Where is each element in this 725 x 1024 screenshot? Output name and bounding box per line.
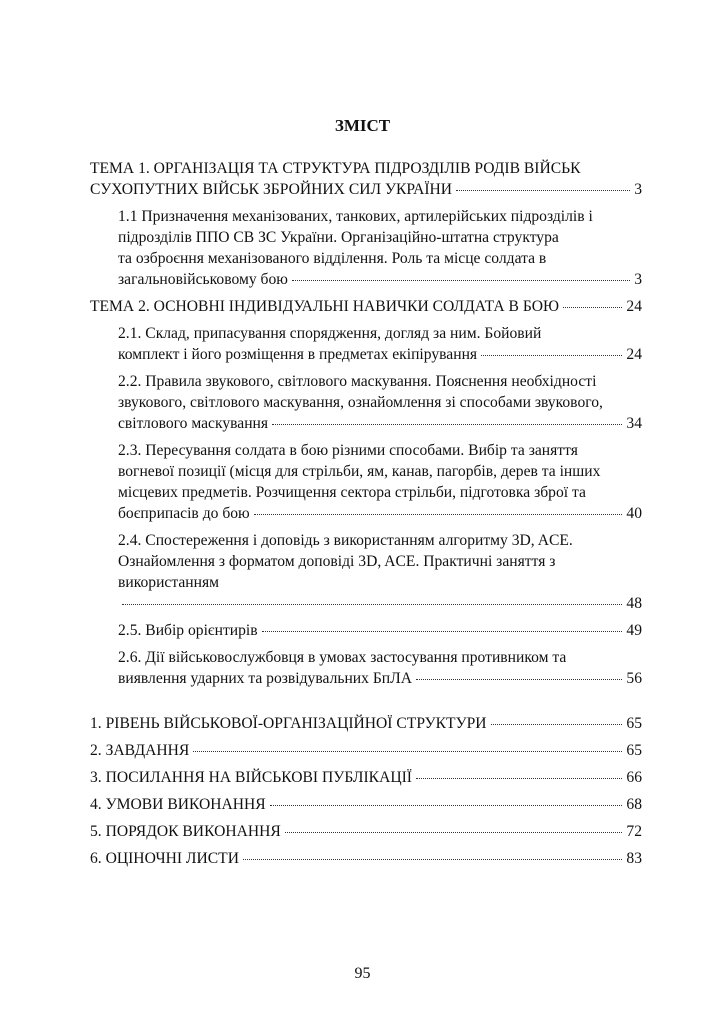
leader-dots <box>254 514 623 515</box>
toc-section-2[interactable] <box>90 740 642 761</box>
toc-page-number: 3 <box>634 271 642 288</box>
toc-subtopic-line: 2.1. Склад, припасування спорядження, догляд за ним. Бойовий <box>118 325 542 342</box>
toc-subtopic-2-5[interactable] <box>118 620 642 641</box>
leader-dots <box>456 190 630 191</box>
toc-section-5[interactable] <box>90 821 642 842</box>
toc-section-3[interactable] <box>90 767 642 788</box>
leader-dots <box>416 778 622 779</box>
leader-dots <box>491 724 623 725</box>
toc-page-number: 65 <box>626 742 642 759</box>
toc-section-label: 5. ПОРЯДОК ВИКОНАННЯ <box>90 823 281 840</box>
toc-page-number: 40 <box>626 505 642 522</box>
toc-page-number: 24 <box>626 346 642 363</box>
toc-topic-title: ТЕМА 2. ОСНОВНІ ІНДИВІДУАЛЬНІ НАВИЧКИ СОЛДАТА В БОЮ <box>90 298 559 315</box>
toc-section-label: 6. ОЦІНОЧНІ ЛИСТИ <box>90 850 239 867</box>
toc-subtopic-title-end: комплект і його розміщення в предметах екіпірування <box>118 346 478 363</box>
leader-dots <box>262 631 623 632</box>
toc-page-number: 66 <box>626 769 642 786</box>
toc-topic-line: ТЕМА 1. ОРГАНІЗАЦІЯ ТА СТРУКТУРА ПІДРОЗДІЛІВ РОДІВ ВІЙСЬК <box>90 160 581 177</box>
table-of-contents <box>90 158 642 875</box>
toc-topic-2[interactable] <box>90 296 642 317</box>
toc-page-number: 56 <box>626 670 642 687</box>
toc-page-number: 72 <box>626 823 642 840</box>
toc-topic-title-end: СУХОПУТНИХ ВІЙСЬК ЗБРОЙНИХ СИЛ УКРАЇНИ <box>90 181 453 198</box>
leader-dots <box>193 751 622 752</box>
toc-subtopic-line: 2.2. Правила звукового, світлового маскування. Пояснення необхідності <box>118 373 597 390</box>
leader-dots <box>481 355 622 356</box>
leader-dots <box>272 424 622 425</box>
toc-subtopic-title-end: боєприпасів до бою <box>118 505 250 522</box>
toc-section-label: 4. УМОВИ ВИКОНАННЯ <box>90 796 266 813</box>
toc-section-label: 2. ЗАВДАННЯ <box>90 742 190 759</box>
toc-subtopic-line: 2.3. Пересування солдата в бою різними способами. Вибір та заняття <box>118 442 578 459</box>
leader-dots <box>270 805 623 806</box>
toc-section-1[interactable] <box>90 713 642 734</box>
toc-topic-1[interactable] <box>90 158 642 200</box>
toc-page-number: 68 <box>626 796 642 813</box>
section-list <box>90 713 642 869</box>
leader-dots <box>285 832 623 833</box>
leader-dots <box>122 604 622 605</box>
toc-subtopic-line: 1.1 Призначення механізованих, танкових, артилерійських підрозділів і <box>118 208 593 225</box>
toc-subtopic-line: звукового, світлового маскування, ознайомлення зі способами звукового, <box>118 394 603 411</box>
toc-subtopic-1-1[interactable] <box>118 206 642 290</box>
toc-page-number: 24 <box>626 298 642 315</box>
toc-subtopic-line: використанням <box>118 574 220 591</box>
toc-section-6[interactable] <box>90 848 642 869</box>
toc-subtopic-line: 2.6. Дії військовослужбовця в умовах застосування противником та <box>118 649 567 666</box>
leader-dots <box>243 859 622 860</box>
toc-section-label: 3. ПОСИЛАННЯ НА ВІЙСЬКОВІ ПУБЛІКАЦІЇ <box>90 769 412 786</box>
toc-page-number: 83 <box>626 850 642 867</box>
leader-dots <box>416 679 622 680</box>
toc-subtopic-title-end: виявлення ударних та розвідувальних БпЛА <box>118 670 412 687</box>
toc-subtopic-line: вогневої позиції (місця для стрільби, ям, канав, пагорбів, дерев та інших <box>118 463 601 480</box>
toc-section-label: 1. РІВЕНЬ ВІЙСЬКОВОЇ-ОРГАНІЗАЦІЙНОЇ СТРУКТУРИ <box>90 715 487 732</box>
toc-section-4[interactable] <box>90 794 642 815</box>
toc-subtopic-2-3[interactable] <box>118 440 642 524</box>
toc-subtopic-line: Ознайомлення з форматом доповіді 3D, ACE. Практичні заняття з <box>118 553 556 570</box>
page-title: ЗМІСТ <box>334 116 391 135</box>
toc-subtopic-line: підрозділів ППО СВ ЗС України. Організаційно-штатна структура <box>118 229 559 246</box>
leader-dots <box>563 307 622 308</box>
toc-page-number: 65 <box>626 715 642 732</box>
toc-subtopic-line: та озброєння механізованого відділення. Роль та місце солдата в <box>118 250 547 267</box>
toc-subtopic-2-1[interactable] <box>118 323 642 365</box>
toc-subtopic-2-6[interactable] <box>118 647 642 689</box>
leader-dots <box>292 280 630 281</box>
toc-subtopic-2-2[interactable] <box>118 371 642 434</box>
toc-page-number: 48 <box>626 595 642 612</box>
page-number: 95 <box>354 965 371 982</box>
toc-subtopic-2-4[interactable] <box>118 530 642 614</box>
toc-page-number: 34 <box>626 415 642 432</box>
toc-subtopic-title-end: загальновійськовому бою <box>118 271 288 288</box>
toc-subtopic-line: 2.4. Спостереження і доповідь з використанням алгоритму 3D, ACE. <box>118 532 573 549</box>
toc-page-number: 49 <box>626 622 642 639</box>
toc-page-number: 3 <box>634 181 642 198</box>
toc-subtopic-line: місцевих предметів. Розчищення сектора стрільби, підготовка зброї та <box>118 484 586 501</box>
toc-subtopic-title-end: світлового маскування <box>118 415 269 432</box>
toc-subtopic-title: 2.5. Вибір орієнтирів <box>118 622 258 639</box>
